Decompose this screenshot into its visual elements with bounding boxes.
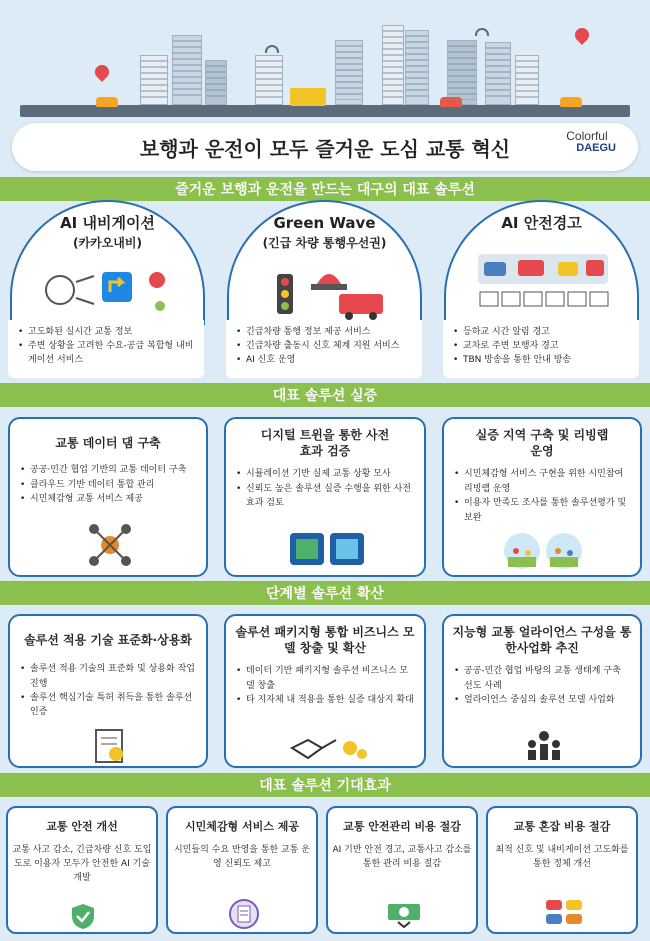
list-item: • 긴급차량 통행 정보 제공 서비스 [234, 326, 414, 340]
card-title: 교통 혼잡 비용 절감 [513, 820, 611, 833]
card-body: 최적 신호 및 내비게이션 고도화를 통한 정체 개선 [495, 845, 629, 869]
solution-card-green-wave [227, 200, 422, 325]
solution-bullets-green-wave [226, 320, 422, 378]
logo-bottom-text: DAEGU [576, 141, 616, 154]
demo-card-data-dam [8, 417, 208, 577]
emergency-vehicle-icon [269, 260, 389, 320]
money-icon [386, 902, 422, 928]
title-banner [12, 123, 638, 171]
document-icon [228, 898, 260, 930]
solution-bullets-ai-safety [443, 320, 639, 378]
card-title: 시민체감형 서비스 제공 [185, 820, 299, 833]
list-item: • 데이터 기반 패키지형 솔루션 비즈니스 모델 창출 [234, 664, 416, 693]
solution-card-ai-safety [444, 200, 639, 325]
cube-icon [288, 529, 368, 569]
effect-card-safety [6, 806, 158, 934]
coin-icon [343, 741, 357, 755]
list-item: • AI 신호 운영 [234, 354, 414, 368]
card-title: 솔루션 적용 기술 표준화·상용화 [24, 633, 192, 647]
list-item: • 공공·민간 협업 기반의 교통 데이터 구축 [18, 463, 198, 477]
building [172, 35, 202, 105]
card-body: 시민들의 수요 반영을 통한 교통 운영 신뢰도 제고 [173, 845, 311, 869]
list-item: • 교차로 주변 보행자 경고 [451, 340, 631, 354]
network-icon [42, 262, 182, 317]
people-icon [502, 531, 592, 571]
siren-icon [317, 274, 341, 284]
list-item: • 타 지자체 내 적용을 통한 실증 대상지 확대 [234, 693, 416, 707]
group-icon [524, 728, 564, 762]
building [255, 55, 283, 105]
section-header-expansion: 단계별 솔루션 확산 [0, 581, 650, 605]
list-item: • 공공-민간 협업 바탕의 교통 생태계 구축 선도 사례 [452, 664, 632, 693]
colorful-daegu-logo [566, 130, 616, 154]
list-item: • 솔루션 적용 기술의 표준화 및 상용화 작업 진행 [18, 662, 198, 691]
car-icon [560, 97, 582, 107]
section-header-effects: 대표 솔루션 기대효과 [0, 773, 650, 797]
card-body: AI 기반 안전 경고, 교통사고 감소를 통한 관리 비용 절감 [332, 845, 472, 869]
hero-cityscape [0, 0, 650, 175]
list-item: • 긴급차량 출동시 신호 체계 지원 서비스 [234, 340, 414, 354]
building [335, 40, 363, 105]
solution-title: AI 안전경고 [501, 214, 582, 232]
list-item: • 시민체감형 교통 서비스 제공 [18, 492, 198, 506]
wifi-icon [475, 28, 489, 36]
solution-subtitle: (긴급 차량 통행우선권) [262, 236, 387, 250]
solution-subtitle: (카카오내비) [73, 236, 142, 250]
list-item: • 클라우드 기반 데이터 통합 관리 [18, 478, 198, 492]
expansion-card-standardization [8, 614, 208, 768]
card-title: 교통 데이터 댐 구축 [55, 436, 161, 450]
section-header-demo: 대표 솔루션 실증 [0, 383, 650, 407]
solution-title: AI 내비게이션 [60, 214, 155, 232]
expansion-card-alliance [442, 614, 642, 768]
car-icon [440, 97, 462, 107]
wifi-icon [265, 45, 279, 53]
list-item: • 이용자 만족도 조사를 통한 솔루션평가 및 보완 [452, 496, 632, 525]
list-item: • 솔루션 핵심기술 특허 취득을 통한 솔루션 인증 [18, 691, 198, 720]
shield-check-icon [70, 902, 96, 930]
truck-icon [290, 88, 326, 106]
list-item: • 시민체감형 서비스 구현을 위한 시민참여 리빙랩 운영 [452, 467, 632, 496]
handshake-icon [288, 732, 368, 764]
location-pin-icon [572, 25, 592, 45]
effect-card-congestion-cost [486, 806, 638, 934]
building [205, 60, 227, 105]
solution-bullets-ai-navi [8, 320, 204, 378]
card-title: 교통 안전관리 비용 절감 [343, 820, 461, 833]
crosswalk-icon [468, 244, 618, 319]
data-network-icon [88, 523, 132, 567]
card-title: 실증 지역 구축 및 리빙랩 운영 [475, 428, 609, 459]
fire-truck-icon [339, 294, 383, 314]
certificate-icon [92, 728, 128, 764]
list-item: • 신뢰도 높은 솔루션 실증 수행을 위한 사전 효과 검토 [234, 482, 416, 511]
building [382, 25, 404, 105]
building [485, 42, 511, 105]
list-item: • 등하교 시간 알림 경고 [451, 326, 631, 340]
location-pin-icon [149, 272, 165, 288]
list-item: • 고도화된 실시간 교통 정보 [16, 326, 196, 340]
cars-icon [544, 896, 584, 930]
demo-card-living-lab [442, 417, 642, 577]
logo-top-text: Colorful [566, 129, 608, 143]
card-title: 지능형 교통 얼라이언스 구성을 통한사업화 추진 [452, 625, 632, 656]
effect-card-citizen [166, 806, 318, 934]
list-item: • 주변 상황을 고려한 수요-공급 복합형 내비게이션 서비스 [16, 340, 196, 368]
list-item: • TBN 방송을 통한 안내 방송 [451, 354, 631, 368]
arrow-sign-icon [102, 272, 132, 302]
page-title: 보행과 운전이 모두 즐거운 도심 교통 혁신 [139, 136, 511, 161]
card-body: 교통 사고 감소, 긴급차량 신호 도입 도로 이용자 모두가 안전한 AI 기술 개발 [12, 845, 152, 883]
effect-card-management-cost [326, 806, 478, 934]
building [447, 40, 477, 105]
building [140, 55, 168, 105]
demo-card-digital-twin [224, 417, 426, 577]
location-pin-icon [92, 62, 112, 82]
solution-card-ai-navi [10, 200, 205, 325]
card-title: 디지털 트윈을 통한 사전효과 검증 [260, 428, 390, 459]
list-item: • 얼라이언스 중심의 솔루션 모델 사업화 [452, 693, 632, 707]
expansion-card-business-model [224, 614, 426, 768]
section-header-solutions: 즐거운 보행과 운전을 만드는 대구의 대표 솔루션 [0, 177, 650, 201]
solution-title: Green Wave [273, 214, 376, 232]
card-title: 교통 안전 개선 [46, 820, 118, 833]
building [515, 55, 539, 105]
building [405, 30, 429, 105]
card-title: 솔루션 패키지형 통합 비즈니스 모델 창출 및 확산 [235, 625, 415, 656]
car-icon [96, 97, 118, 107]
list-item: • 시뮬레이션 기반 실제 교통 상황 모사 [234, 467, 416, 481]
